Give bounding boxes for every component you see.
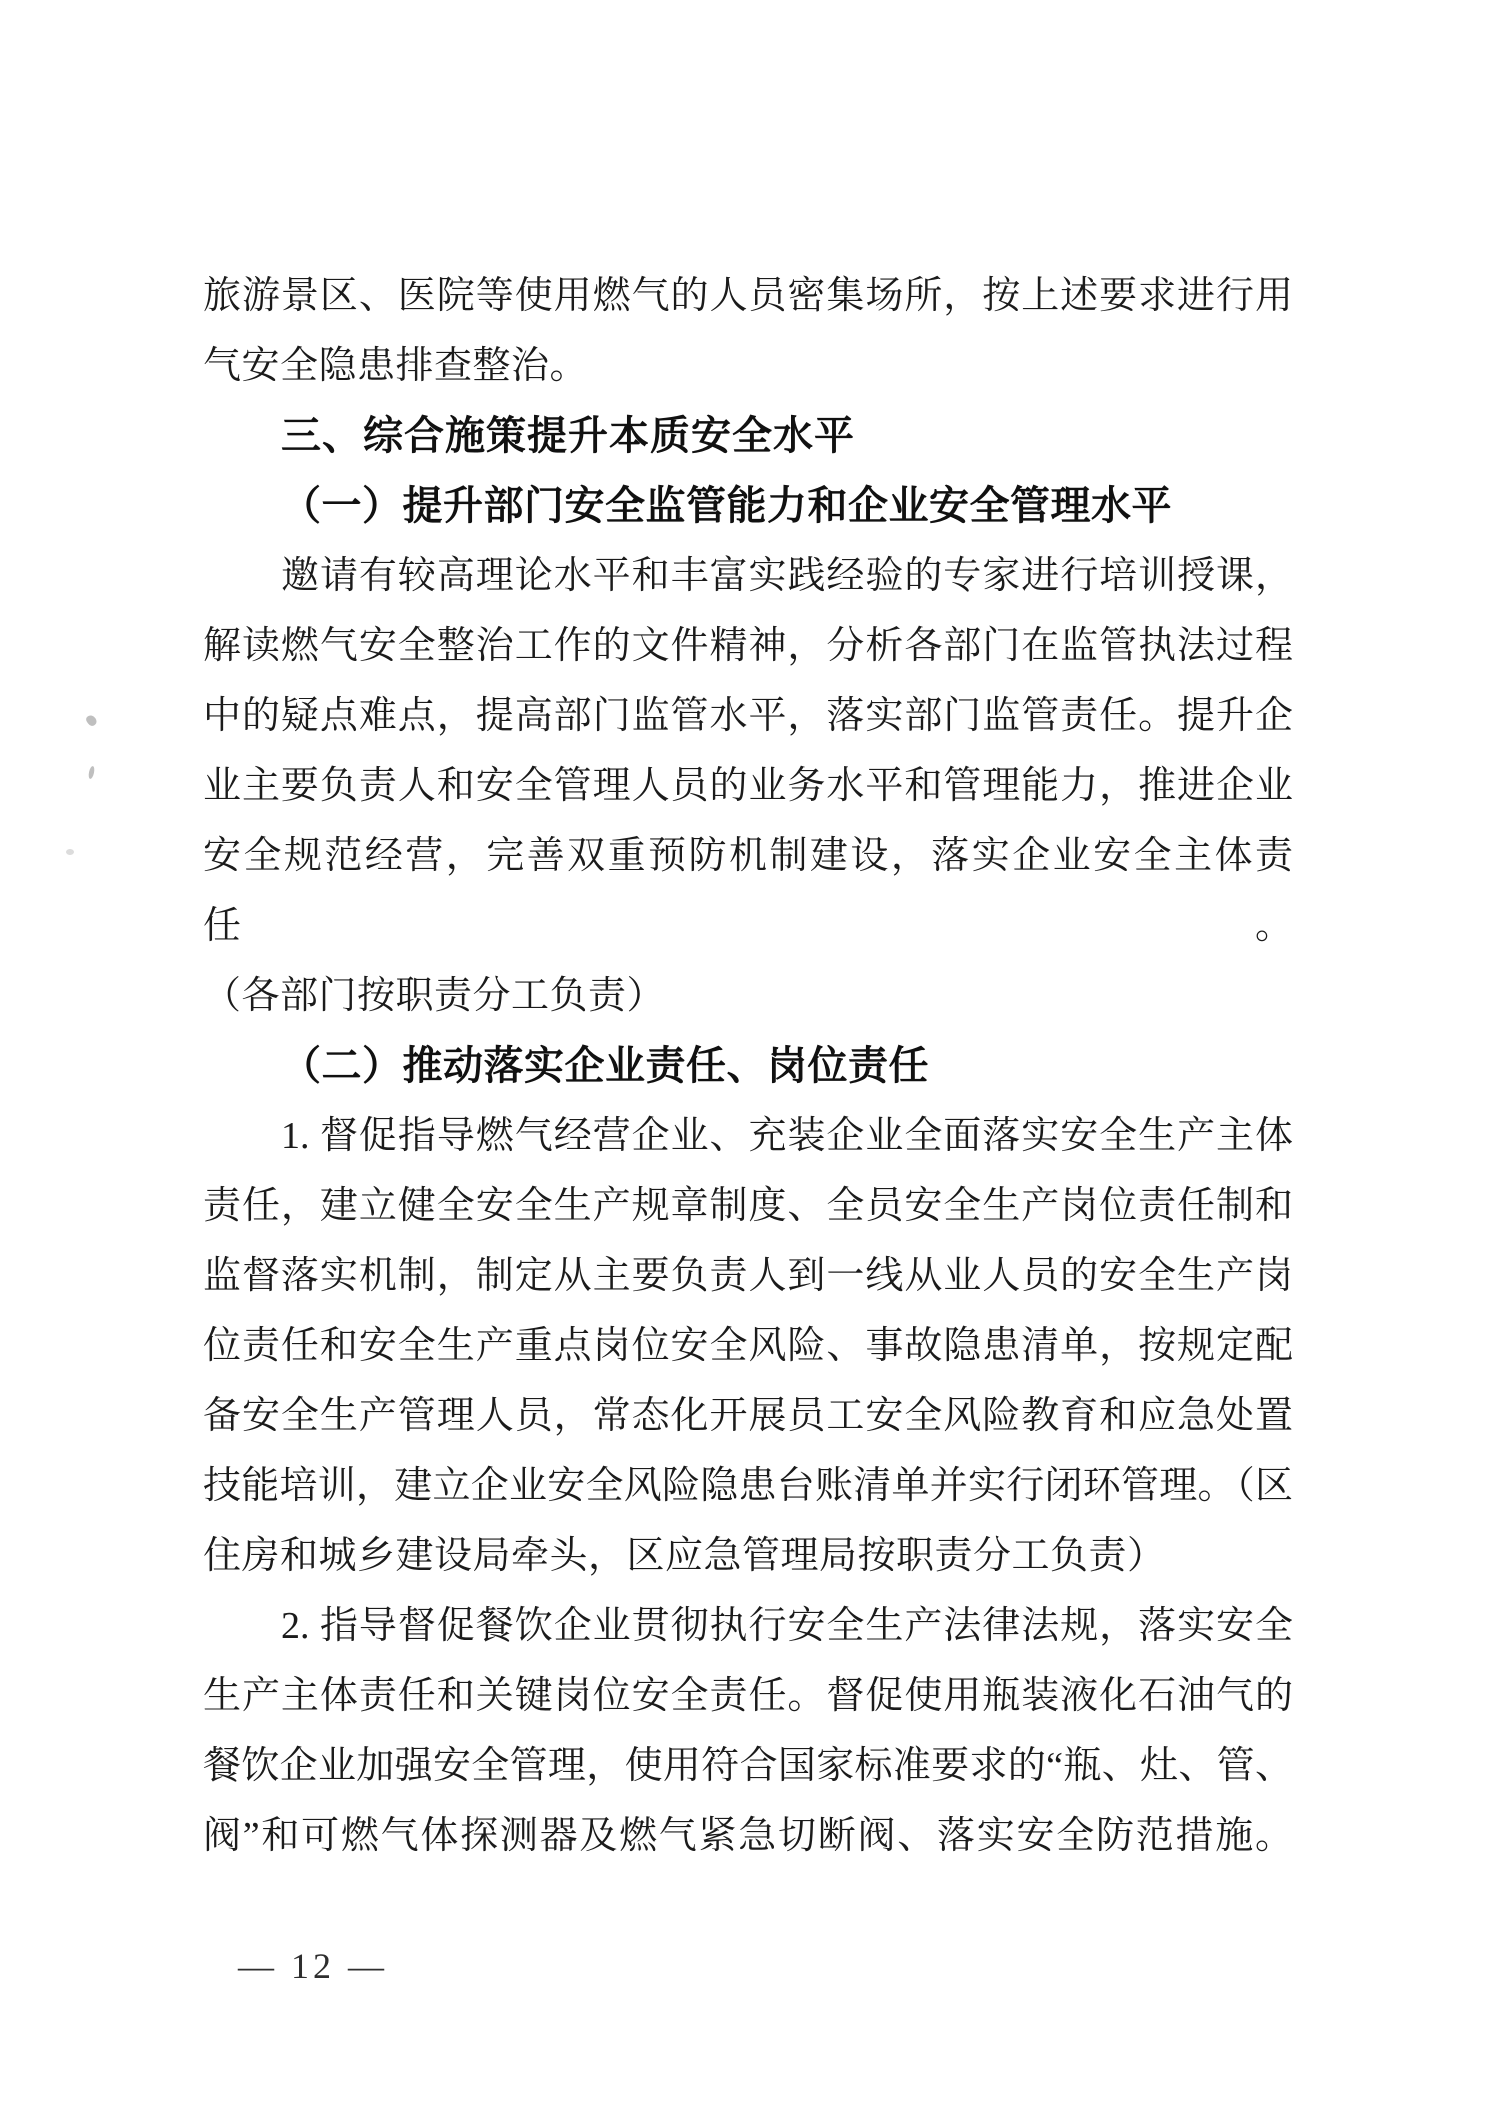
text-line: 生产主体责任和关键岗位安全责任。督促使用瓶装液化石油气的: [203, 1675, 1293, 1717]
text-line: 监督落实机制，制定从主要负责人到一线从业人员的安全生产岗: [203, 1255, 1293, 1297]
text-line: 解读燃气安全整治工作的文件精神，分析各部门在监管执法过程: [203, 625, 1293, 667]
text-line: 阀”和可燃气体探测器及燃气紧急切断阀、落实安全防范措施。: [203, 1815, 1293, 1857]
text-line: 中的疑点难点，提高部门监管水平，落实部门监管责任。提升企: [203, 695, 1293, 737]
text-line: 安全规范经营，完善双重预防机制建设，落实企业安全主体责任。: [203, 835, 1293, 947]
text-line: 业主要负责人和安全管理人员的业务水平和管理能力，推进企业: [203, 765, 1293, 807]
subsection-heading: （二）推动落实企业责任、岗位责任: [281, 1044, 929, 1088]
document-body: [203, 261, 1293, 1871]
text-line: （各部门按职责分工负责）: [203, 975, 666, 1017]
text-line: 旅游景区、医院等使用燃气的人员密集场所，按上述要求进行用: [203, 275, 1293, 317]
page-number: — 12 —: [238, 1946, 388, 1986]
text-line: 技能培训，建立企业安全风险隐患台账清单并实行闭环管理。（区: [203, 1465, 1293, 1507]
scan-speck: [85, 713, 99, 727]
text-line: 位责任和安全生产重点岗位安全风险、事故隐患清单，按规定配: [203, 1325, 1293, 1367]
text-line: 邀请有较高理论水平和丰富实践经验的专家进行培训授课，: [281, 555, 1293, 597]
section-heading: 三、综合施策提升本质安全水平: [281, 414, 855, 458]
scan-speck: [88, 766, 96, 780]
text-line: 气安全隐患排查整治。: [203, 345, 589, 387]
scan-speck: [66, 849, 74, 855]
text-line: 1. 督促指导燃气经营企业、充装企业全面落实安全生产主体: [281, 1115, 1293, 1157]
text-line: 责任，建立健全安全生产规章制度、全员安全生产岗位责任制和: [203, 1185, 1293, 1227]
text-line: 餐饮企业加强安全管理，使用符合国家标准要求的“瓶、灶、管、: [203, 1745, 1293, 1787]
subsection-heading: （一）提升部门安全监管能力和企业安全管理水平: [281, 484, 1172, 528]
text-line: 备安全生产管理人员，常态化开展员工安全风险教育和应急处置: [203, 1395, 1293, 1437]
text-line: 住房和城乡建设局牵头，区应急管理局按职责分工负责）: [203, 1535, 1166, 1577]
text-line: 2. 指导督促餐饮企业贯彻执行安全生产法律法规，落实安全: [281, 1605, 1293, 1647]
